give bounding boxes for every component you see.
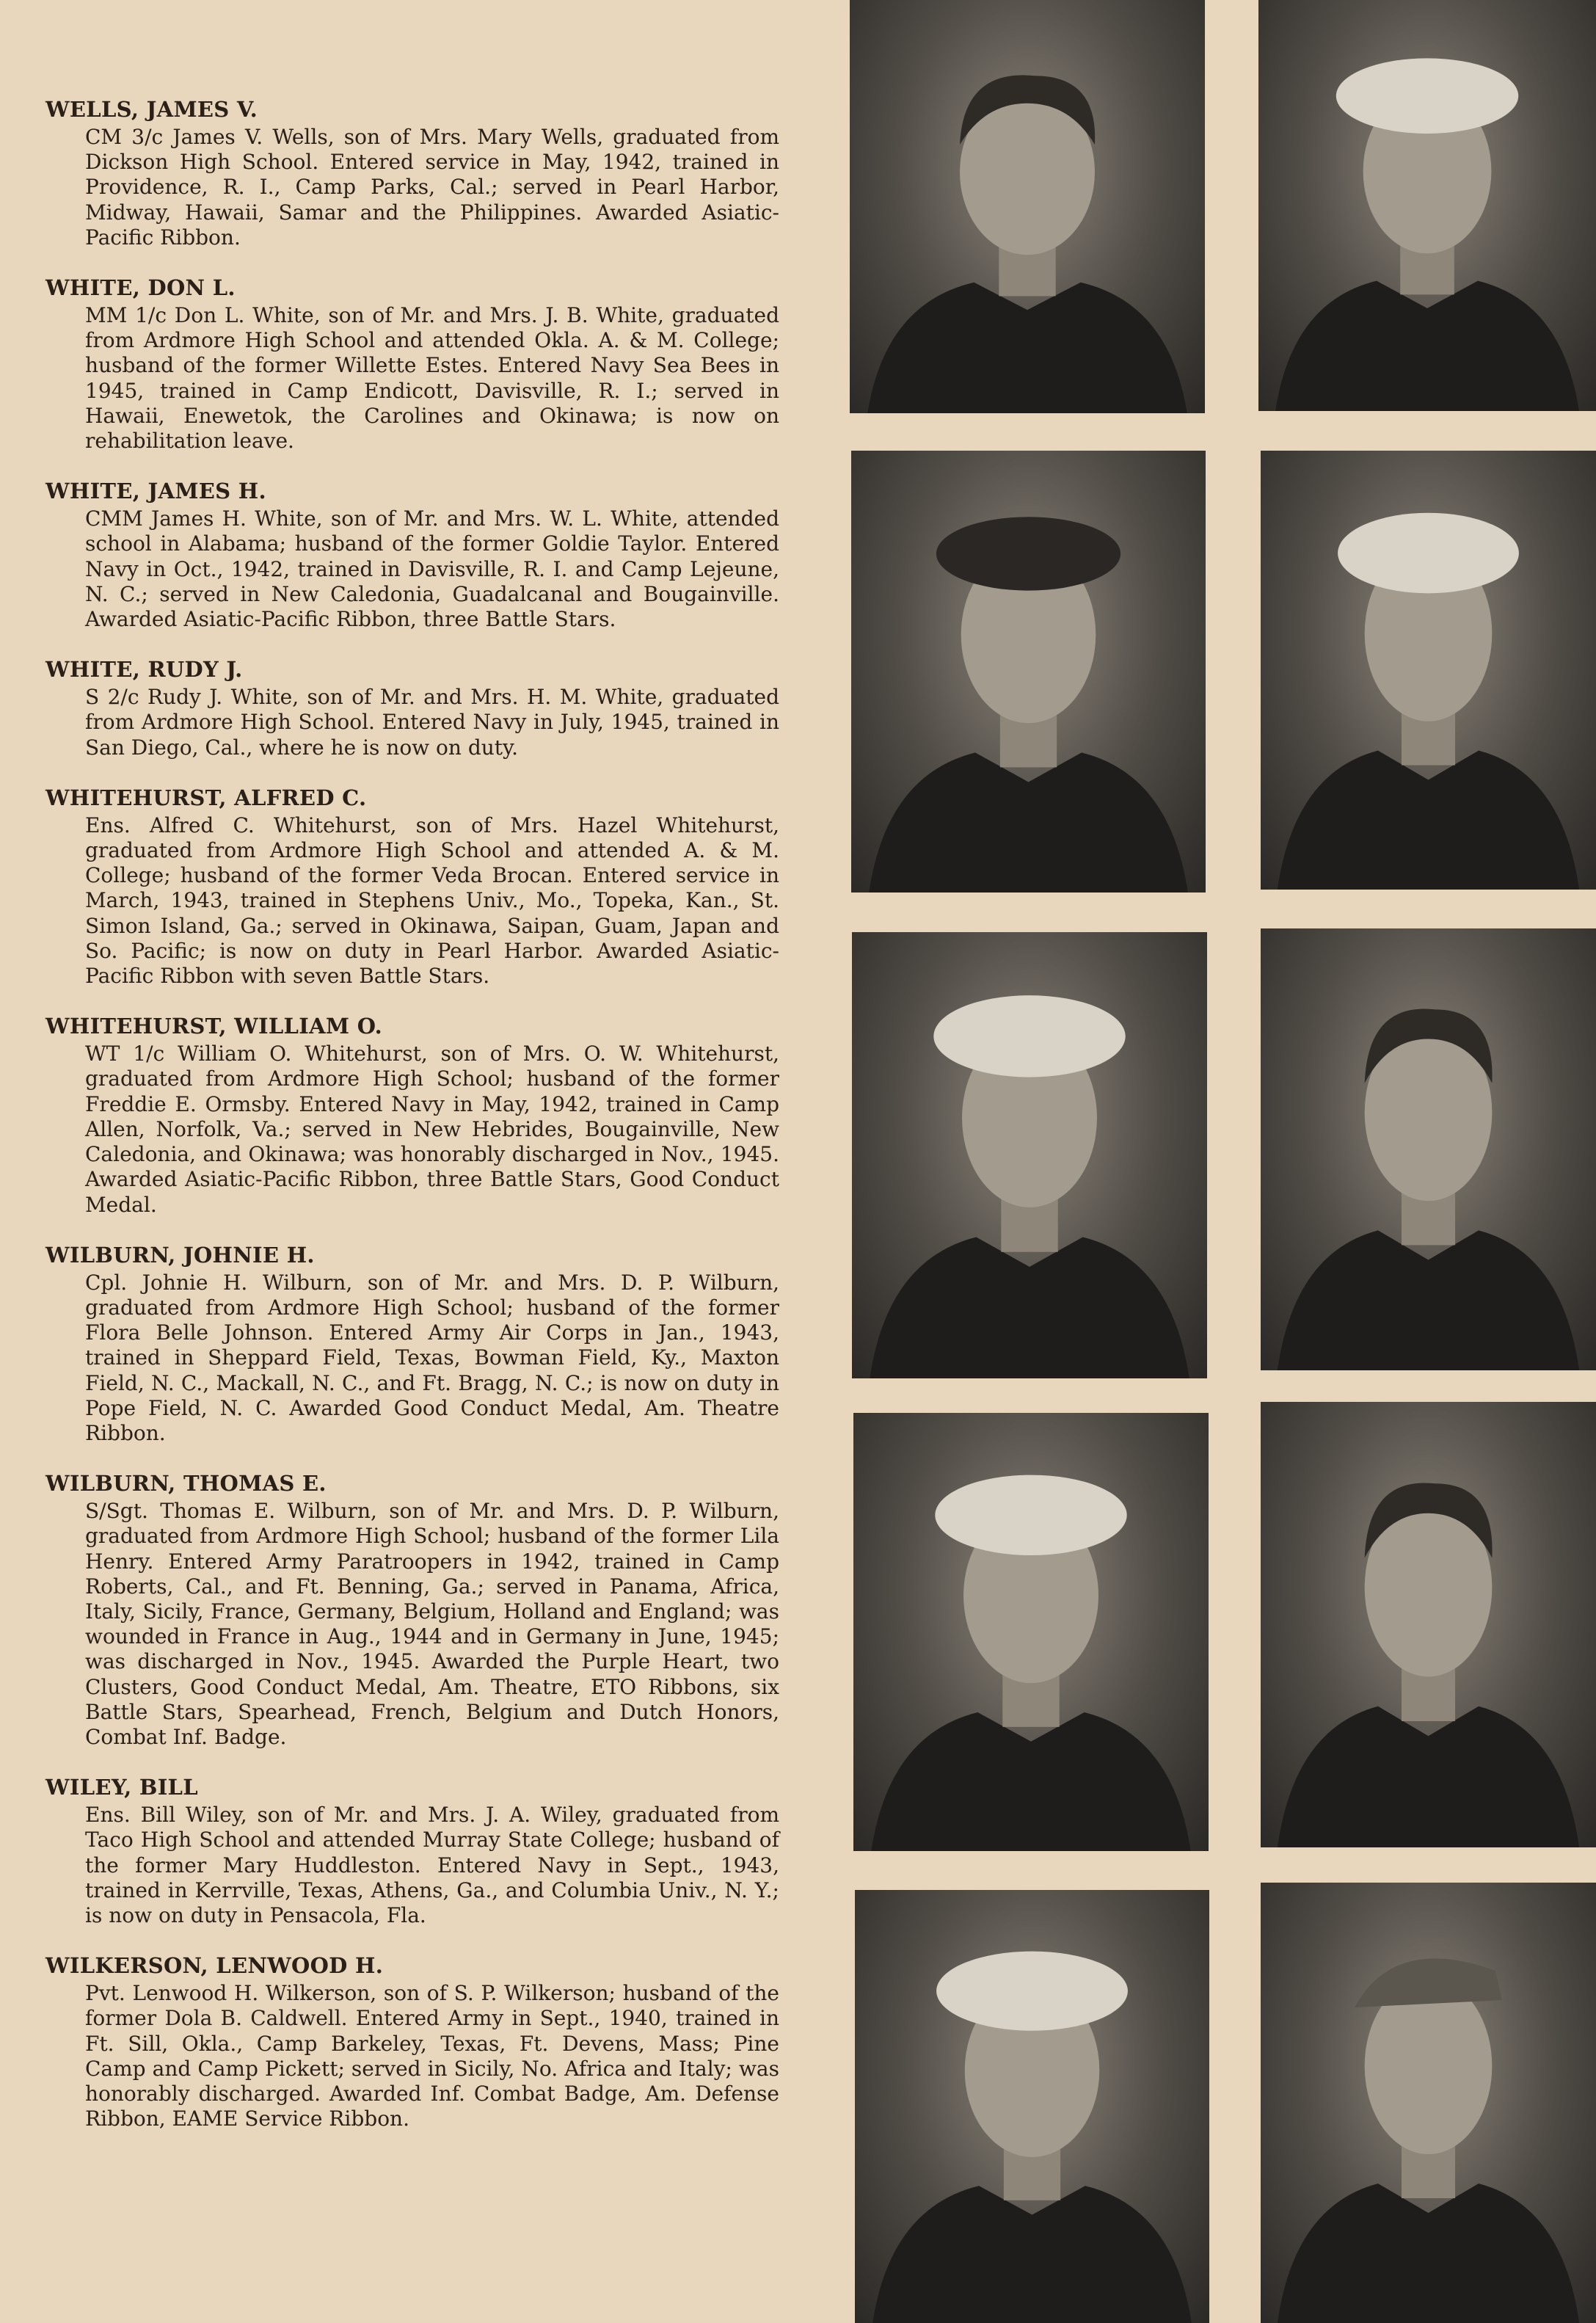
- entry-text: S/Sgt. Thomas E. Wilburn, son of Mr. and Mrs. D. P. Wilburn, graduated from Ardmore High School; husband of the former Lila Henry. Entered Army Paratroopers in 1942, trained in Camp Roberts, Cal., and Ft. Benning, Ga.; served in Panama, Africa, Italy, Sicily, France, Germany, Belgium, Holland and England; was wounded in France in Aug., 1944 and in Germany in June, 1945; was discharged in Nov., 1945. Awarded the Purple Heart, two Clusters, Good Conduct Medal, Am. Theatre, ETO Ribbons, six Battle Stars, Spearhead, French, Belgium and Dutch Honors, Combat Inf. Badge.: [85, 1499, 779, 1749]
- portrait-photo: [852, 932, 1207, 1378]
- entry-wiley-bill: [45, 1775, 779, 1928]
- entry-name: WILKERSON, LENWOOD H.: [45, 1953, 384, 1979]
- portrait-photo: [850, 0, 1205, 413]
- portrait-photo: [1261, 1402, 1596, 1847]
- portrait-photo: [1261, 1883, 1596, 2323]
- entry-name: WHITEHURST, ALFRED C.: [45, 785, 367, 810]
- entry-white-rudy: [45, 657, 779, 760]
- portrait-silhouette: [855, 1890, 1209, 2323]
- portrait-silhouette: [850, 0, 1205, 413]
- entry-text: Cpl. Johnie H. Wilburn, son of Mr. and Mrs. D. P. Wilburn, graduated from Ardmore High School; husband of the former Flora Belle Johnson. Entered Army Air Corps in Jan., 1943, trained in Sheppard Field, Texas, Bowman Field, Ky., Maxton Field, N. C., Mackall, N. C., and Ft. Bragg, N. C.; is now on duty in Pope Field, N. C. Awarded Good Conduct Medal, Am. Theatre Ribbon.: [85, 1270, 779, 1445]
- portrait-silhouette: [1261, 928, 1596, 1370]
- entry-name: WHITE, RUDY J.: [45, 657, 243, 683]
- entry-wilburn-johnie: [45, 1243, 779, 1446]
- portrait-silhouette: [852, 932, 1207, 1378]
- entry-name: WHITE, JAMES H.: [45, 479, 266, 504]
- entry-white-james: [45, 479, 779, 632]
- portrait-photo: [1258, 0, 1596, 411]
- entry-name: WILBURN, THOMAS E.: [45, 1471, 327, 1497]
- portrait-silhouette: [1261, 451, 1596, 890]
- portrait-photo: [1261, 451, 1596, 890]
- entry-white-don: [45, 275, 779, 454]
- portrait-silhouette: [1261, 1402, 1596, 1847]
- entry-text: CMM James H. White, son of Mr. and Mrs. W. L. White, attended school in Alabama; husband of the former Goldie Taylor. Entered Navy in Oct., 1942, trained in Davisville, R. I. and Camp Lejeune, N. C.; served in New Caledonia, Guadalcanal and Bougainville. Awarded Asiatic-Pacific Ribbon, three Battle Stars.: [85, 506, 779, 632]
- entry-wilkerson-lenwood: [45, 1953, 779, 2131]
- portrait-silhouette: [851, 451, 1206, 893]
- entry-text: Ens. Alfred C. Whitehurst, son of Mrs. Hazel Whitehurst, graduated from Ardmore High School and attended A. & M. College; husband of the former Veda Brocan. Entered service in March, 1943, trained in Stephens Univ., Mo., Topeka, Kan., St. Simon Island, Ga.; served in Okinawa, Saipan, Guam, Japan and So. Pacific; is now on duty in Pearl Harbor. Awarded Asiatic-Pacific Ribbon with seven Battle Stars.: [85, 812, 779, 989]
- entry-wells-james: [45, 97, 779, 250]
- entry-name: WHITE, DON L.: [45, 275, 236, 301]
- entry-text: MM 1/c Don L. White, son of Mr. and Mrs. J. B. White, graduated from Ardmore High School and attended Okla. A. & M. College; husband of the former Willette Estes. Entered Navy Sea Bees in 1945, trained in Camp Endicott, Davisville, R. I.; served in Hawaii, Enewetok, the Carolines and Okinawa; is now on rehabilitation leave.: [85, 303, 779, 454]
- portrait-photo: [851, 451, 1206, 893]
- portrait-photo: [1261, 928, 1596, 1370]
- entry-name: WELLS, JAMES V.: [45, 97, 258, 122]
- entry-text: WT 1/c William O. Whitehurst, son of Mrs. O. W. Whitehurst, graduated from Ardmore High School; husband of the former Freddie E. Ormsby. Entered Navy in May, 1942, trained in Camp Allen, Norfolk, Va.; served in New Hebrides, Bougainville, New Caledonia, and Okinawa; was honorably discharged in Nov., 1945. Awarded Asiatic-Pacific Ribbon, three Battle Stars, Good Conduct Medal.: [85, 1041, 779, 1217]
- portrait-silhouette: [1261, 1883, 1596, 2323]
- entry-text: CM 3/c James V. Wells, son of Mrs. Mary Wells, graduated from Dickson High School. Entered service in May, 1942, trained in Providence, R. I., Camp Parks, Cal.; served in Pearl Harbor, Midway, Hawaii, Samar and the Philippines. Awarded Asiatic-Pacific Ribbon.: [85, 125, 779, 250]
- entry-text: S 2/c Rudy J. White, son of Mr. and Mrs. H. M. White, graduated from Ardmore High School. Entered Navy in July, 1945, trained in San Diego, Cal., where he is now on duty.: [85, 685, 779, 760]
- portrait-photo: [853, 1413, 1209, 1851]
- entry-name: WILEY, BILL: [45, 1775, 198, 1800]
- entry-whitehurst-alfred: [45, 785, 779, 989]
- entry-name: WILBURN, JOHNIE H.: [45, 1242, 315, 1268]
- biography-column: [45, 97, 779, 2156]
- portrait-photo: [855, 1890, 1209, 2323]
- entry-whitehurst-william: [45, 1014, 779, 1217]
- entry-name: WHITEHURST, WILLIAM O.: [45, 1014, 382, 1039]
- portrait-silhouette: [1258, 0, 1596, 411]
- entry-text: Ens. Bill Wiley, son of Mr. and Mrs. J. A. Wiley, graduated from Taco High School and attended Murray State College; husband of the former Mary Huddleston. Entered Navy in Sept., 1943, trained in Kerrville, Texas, Athens, Ga., and Columbia Univ., N. Y.; is now on duty in Pensacola, Fla.: [85, 1803, 779, 1927]
- entry-wilburn-thomas: [45, 1471, 779, 1750]
- portrait-silhouette: [853, 1413, 1209, 1851]
- entry-text: Pvt. Lenwood H. Wilkerson, son of S. P. Wilkerson; husband of the former Dola B. Caldwell. Entered Army in Sept., 1940, trained in Ft. Sill, Okla., Camp Barkeley, Texas, Ft. Devens, Mass; Pine Camp and Camp Pickett; served in Sicily, No. Africa and Italy; was honorably discharged. Awarded Inf. Combat Badge, Am. Defense Ribbon, EAME Service Ribbon.: [85, 1981, 779, 2131]
